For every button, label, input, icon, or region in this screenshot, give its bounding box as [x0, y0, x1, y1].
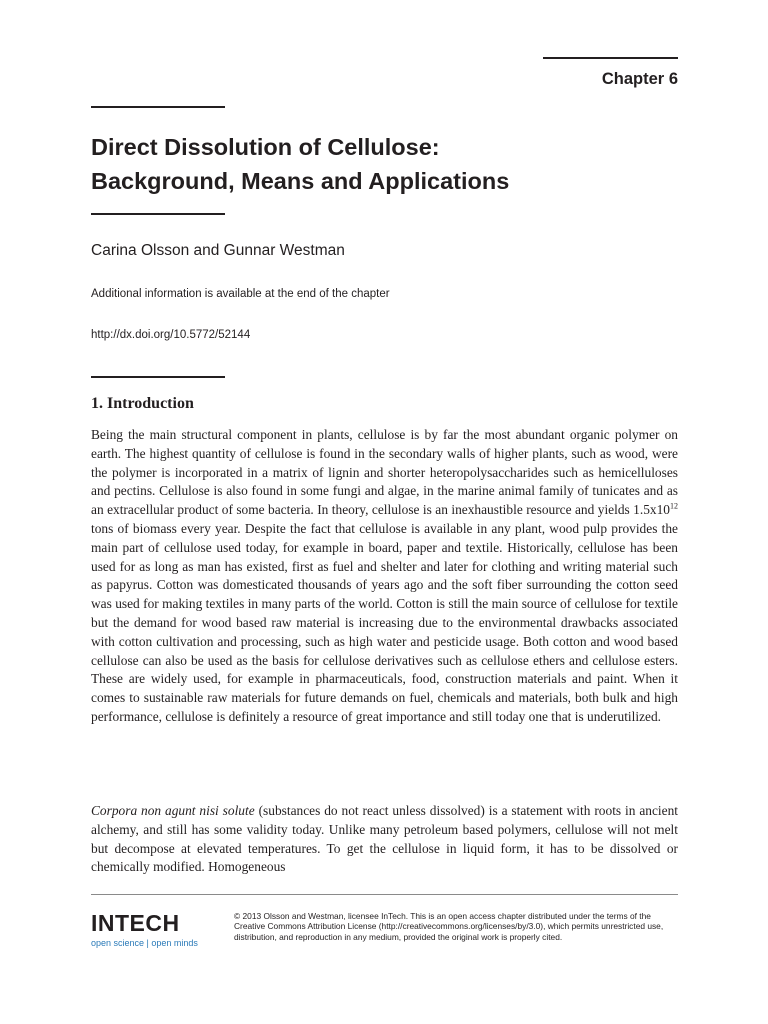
exponent: 12: [670, 501, 678, 511]
para2-text: (substances do not react unless dissolved) is a statement with roots in ancient alchemy, and still has some validity today. Unlike many petroleum based polymers, cellulose will not melt but decompose at elevated temperatures. To get the cellulose in liquid form, it has to be dissolved or chemically modified. Homogeneous: [91, 803, 678, 875]
section-heading: 1. Introduction: [91, 395, 194, 412]
latin-phrase: Corpora non agunt nisi solute: [91, 803, 255, 818]
title-rule-top: [91, 106, 225, 108]
chapter-label: Chapter 6: [601, 70, 678, 88]
section-rule: [91, 376, 225, 378]
chapter-title: [91, 130, 651, 198]
footer-rule: [91, 894, 678, 895]
intech-logo: [91, 910, 201, 949]
title-rule-bottom: [91, 213, 225, 215]
para1-text-a: Being the main structural component in plants, cellulose is by far the most abundant organic polymer on earth. The highest quantity of cellulose is found in the secondary walls of higher plants, such as wood, were the polymer is incorporated in a matrix of lignin and shorter heteropolysaccharides such as hemicelluloses and pectins. Cellulose is also found in some fungi and algae, in the marine animal family of tunicates and as an extracellular product of some bacteria. In theory, cellulose is an inexhaustible resource and yields 1.5x10: [91, 427, 678, 518]
logo-tagline: open science | open minds: [91, 938, 198, 948]
chapter-title-line-2: Background, Means and Applications: [91, 168, 510, 194]
para1-text-b: tons of biomass every year. Despite the fact that cellulose is available in any plant, wood pulp provides the main part of cellulose used today, for example in board, paper and textile. Historically, cellulose has been used for as long as man has existed, first as fuel and shelter and later for clothing and writing material such as papyrus. Cotton was domesticated thousands of years ago and the soft fiber surrounding the cotton seed was used for making textiles in many parts of the world. Cotton is still the main source of cellulose for textile but the demand for wood based raw material is increasing due to the environmental drawbacks associated with cotton cultivation and processing, such as high water and pesticide usage. Both cotton and wood based cellulose can also be used as the basis for cellulose derivatives such as cellulose ethers and cellulose esters. These are widely used, for example in pharmaceuticals, food, construction materials and paint. When it comes to sustainable raw materials for future demands on fuel, chemicals and materials, both bulk and high performance, cellulose is definitely a resource of great importance and still today one that is underutilized.: [91, 520, 678, 724]
authors: Carina Olsson and Gunnar Westman: [91, 242, 345, 259]
body-paragraph-1: [91, 426, 678, 727]
doi-link[interactable]: http://dx.doi.org/10.5772/52144: [91, 329, 251, 341]
chapter-rule: [543, 57, 678, 59]
license-notice: © 2013 Olsson and Westman, licensee InTech. This is an open access chapter distributed under the terms of the Creative Commons Attribution License (http://creativecommons.org/licenses/by/3.0), which permits unrestricted use, distribution, and reproduction in any medium, provided the original work is properly cited.: [234, 911, 664, 942]
logo-wordmark: INTECH: [91, 910, 180, 936]
chapter-title-line-1: Direct Dissolution of Cellulose:: [91, 134, 440, 160]
body-paragraph-2: [91, 802, 678, 884]
additional-info: Additional information is available at the end of the chapter: [91, 288, 390, 300]
